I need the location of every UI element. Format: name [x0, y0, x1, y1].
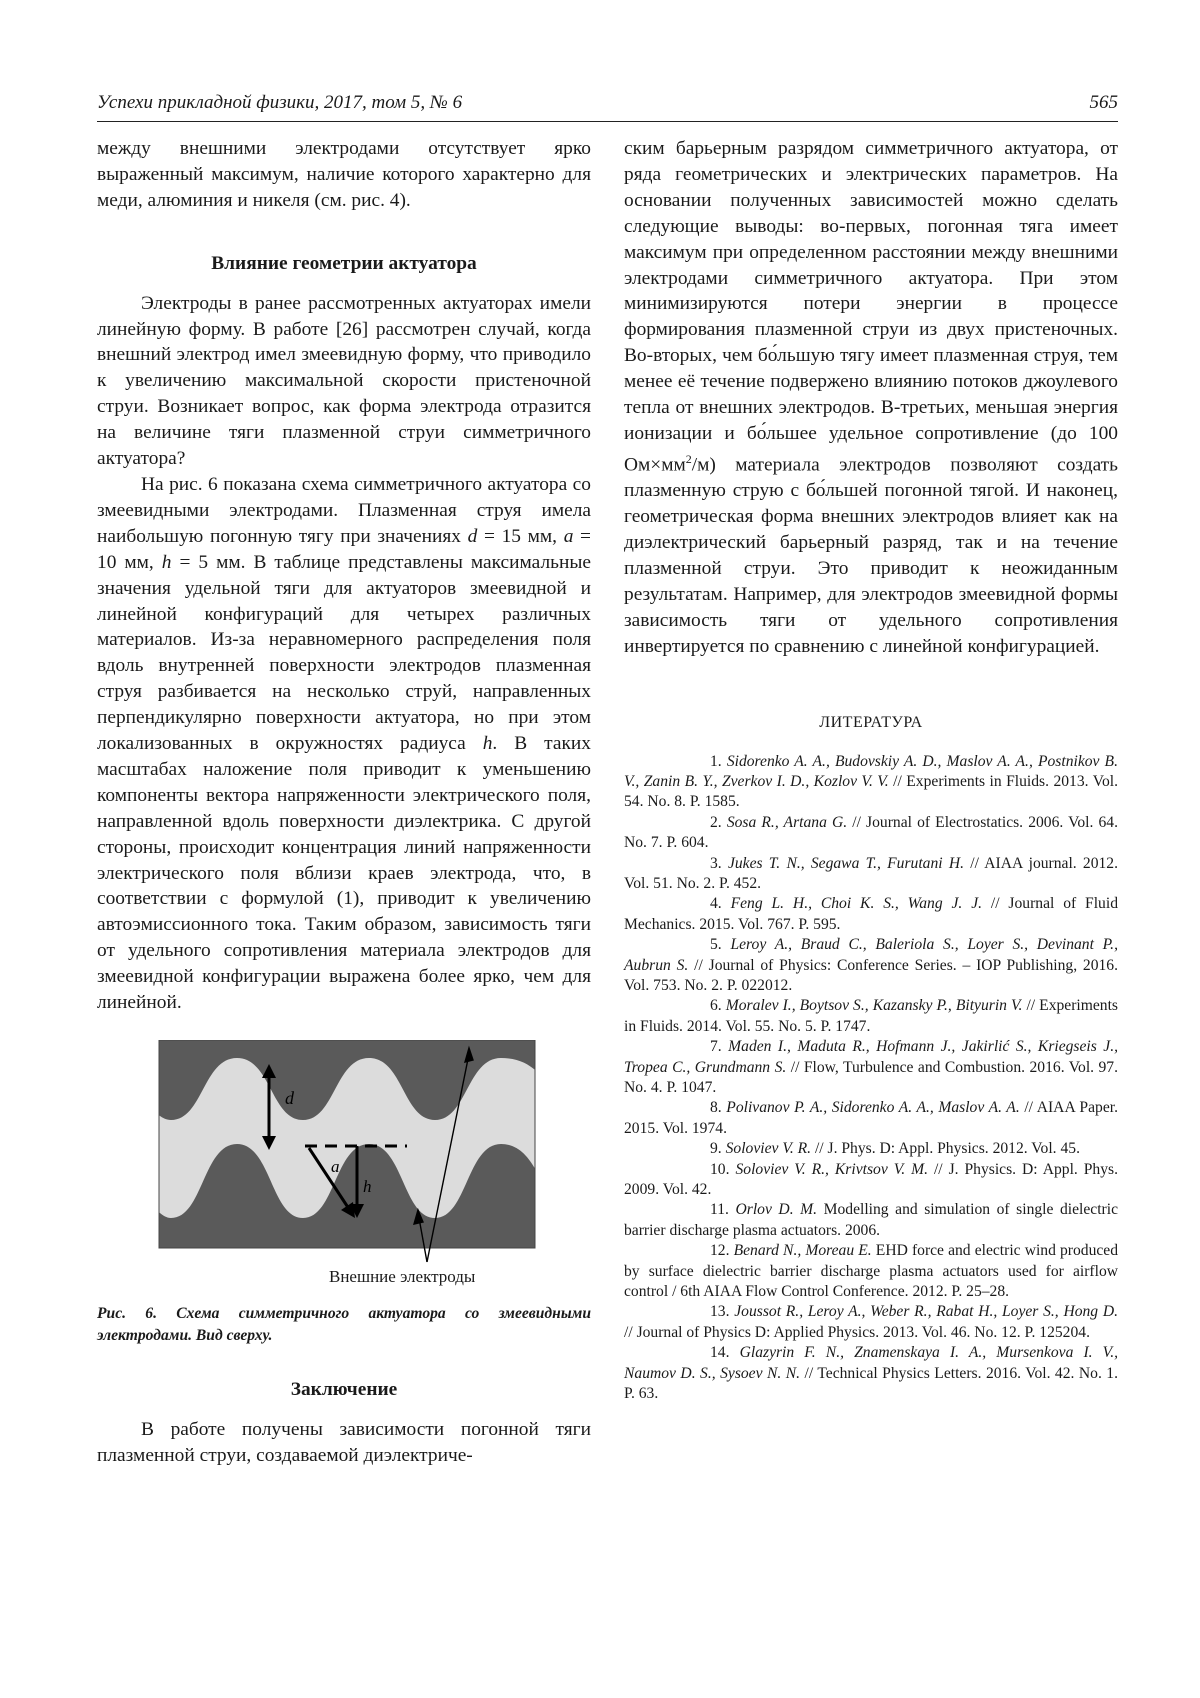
conclusion-paragraph: В работе получены зависимости погонной тяги плазменной струи, создаваемой диэлектриче- — [97, 1418, 591, 1466]
right-column — [624, 136, 1118, 1405]
reference-list — [624, 752, 1118, 1405]
geometry-paragraph-1: Электроды в ранее рассмотренных актуаторах имели линейную форму. В работе [26] рассмотрен случай, когда внешний электрод имел змеевидную форму, что приводило к увеличению максимальной скорости пристеночной струи. Возникает вопрос, как форма электрода отразится на величине тяги плазменной струи симметричного актуатора? — [97, 292, 591, 470]
reference-item: 6. Moralev I., Boytsov S., Kazansky P., Bityurin V. // Experiments in Fluids. 2014. Vol. 55. No. 5. P. 1747. — [624, 997, 1118, 1035]
reference-item: 5. Leroy A., Braud C., Baleriola S., Loyer S., Devinant P., Aubrun S. // Journal of Physics: Conference Series. – IOP Publishing, 2016. Vol. 753. No. 2. P. 022012. — [624, 936, 1119, 994]
reference-item: 2. Sosa R., Artana G. // Journal of Electrostatics. 2006. Vol. 64. No. 7. P. 604. — [624, 813, 1118, 852]
label-d: d — [285, 1088, 294, 1108]
geometry-paragraph-2: На рис. 6 показана схема симметричного актуатора со змеевидными электродами. Плазменная струя имела наибольшую погонную тягу при значениях d = 15 мм, a = 10 мм, h = 5 мм. В таблице представлены максимальные значения удельной тяги для актуаторов змеевидной и линейной конфигураций для четырех различных материалов. Из-за неравномерного распределения поля вдоль внутренней поверхности электродов плазменная струя разбивается на несколько струй, направленных перпендикулярно поверхности актуатора, но при этом локализованных в окружностях радиуса h. В таких масштабах наложение поля приводит к уменьшению компоненты вектора напряженности электрического поля, направленной вдоль поверхности диэлектрика. С другой стороны, происходит концентрация линий напряженности электрического поля вблизи краев электрода, что, в соответствии с формулой (1), приводит к увеличению автоэмиссионного тока. Таким образом, зависимость тяги от удельного сопротивления материала электродов для змеевидной конфигурации выражена более ярко, чем для линейной. — [97, 473, 591, 1014]
references-title: ЛИТЕРАТУРА — [819, 713, 923, 731]
section-title-conclusion: Заключение — [290, 1379, 398, 1400]
reference-item: 12. Benard N., Moreau E. EHD force and electric wind produced by surface dielectric barrier discharge plasma actuators used for airflow control / 6th AIAA Flow Control Conference. 2012. P. 25–28. — [624, 1242, 1119, 1301]
reference-item: 7. Maden I., Maduta R., Hofmann J., Jakirlić S., Kriegseis J., Tropea C., Grundmann S. // Flow, Turbulence and Combustion. 2016. Vol. 97. No. 4. P. 1047. — [624, 1038, 1119, 1096]
reference-item: 11. Orlov D. M. Modelling and simulation of single dielectric barrier discharge plasma actuators. 2006. — [624, 1201, 1118, 1239]
running-header — [97, 92, 1118, 118]
section-title-geometry: Влияние геометрии актуатора — [211, 252, 477, 274]
left-column — [97, 136, 591, 1469]
figure-caption: Рис. 6. Схема симметричного актуатора со змеевидными электродами. Вид сверху. — [97, 1305, 591, 1344]
continuation-paragraph: между внешними электродами отсутствует ярко выраженный максимум, наличие которого характерно для меди, алюминия и никеля (см. рис. 4). — [97, 138, 591, 211]
reference-item: 9. Soloviev V. R. // J. Phys. D: Appl. Physics. 2012. Vol. 45. — [710, 1140, 1080, 1158]
figure-6 — [97, 1040, 591, 1347]
label-h: h — [363, 1177, 372, 1196]
actuator-schematic — [97, 1040, 591, 1295]
reference-item: 14. Glazyrin F. N., Znamenskaya I. A., Mursenkova I. V., Naumov D. S., Sysoev N. N. // Technical Physics Letters. 2016. Vol. 42. No. 1. P. 63. — [624, 1344, 1118, 1403]
external-electrodes-label: Внешние электроды — [329, 1267, 476, 1286]
reference-item: 13. Joussot R., Leroy A., Weber R., Rabat H., Loyer S., Hong D. // Journal of Physics D: Applied Physics. 2013. Vol. 46. No. 12. P. 125204. — [624, 1303, 1118, 1341]
reference-item: 4. Feng L. H., Choi K. S., Wang J. J. // Journal of Fluid Mechanics. 2015. Vol. 767. P. 595. — [624, 895, 1118, 933]
reference-item: 1. Sidorenko A. A., Budovskiy A. D., Maslov A. A., Postnikov B. V., Zanin B. Y., Zverkov I. D., Kozlov V. V. // Experiments in Fluids. 2013. Vol. 54. No. 8. P. 1585. — [624, 752, 1118, 811]
header-rule — [97, 121, 1118, 122]
conclusion-continued-paragraph: ским барьерным разрядом симметричного актуатора, от ряда геометрических и электрических параметров. На основании полученных зависимостей можно сделать следующие выводы: во-первых, погонная тяга имеет максимум при определенном расстоянии между внешними электродами симметричного актуатора. При этом минимизируются потери энергии в процессе формирования плазменной струи из двух пристеночных. Во-вторых, чем бо́льшую тягу имеет плазменная струя, тем менее её течение подвержено влиянию потоков джоулевого тепла от внешних электродов. В-третьих, меньшая энергия ионизации и бо́льшее удельное сопротивление (до 100 $Ом\times мм^2/м$) материала электродов позволяют создать плазменную струю с бо́льшей погонной тягой. И наконец, геометрическая форма внешних электродов влияет как на диэлектрический барьерный разряд, так и на течение плазменной струи. Это приводит к неожиданным результатам. Например, для электродов змеевидной формы зависимость тяги от удельного сопротивления инвертируется по сравнению с линейной конфигурацией. — [624, 138, 1118, 657]
reference-item: 10. Soloviev V. R., Krivtsov V. M. // J. Physics. D: Appl. Phys. 2009. Vol. 42. — [624, 1160, 1118, 1199]
label-a: a — [331, 1157, 340, 1176]
reference-item: 3. Jukes T. N., Segawa T., Furutani H. // AIAA journal. 2012. Vol. 51. No. 2. P. 452. — [624, 854, 1118, 892]
page-number: 565 — [1089, 92, 1118, 113]
reference-item: 8. Polivanov P. A., Sidorenko A. A., Maslov A. A. // AIAA Paper. 2015. Vol. 1974. — [624, 1099, 1118, 1137]
journal-title: Успехи прикладной физики, 2017, том 5, № 6 — [97, 92, 463, 113]
